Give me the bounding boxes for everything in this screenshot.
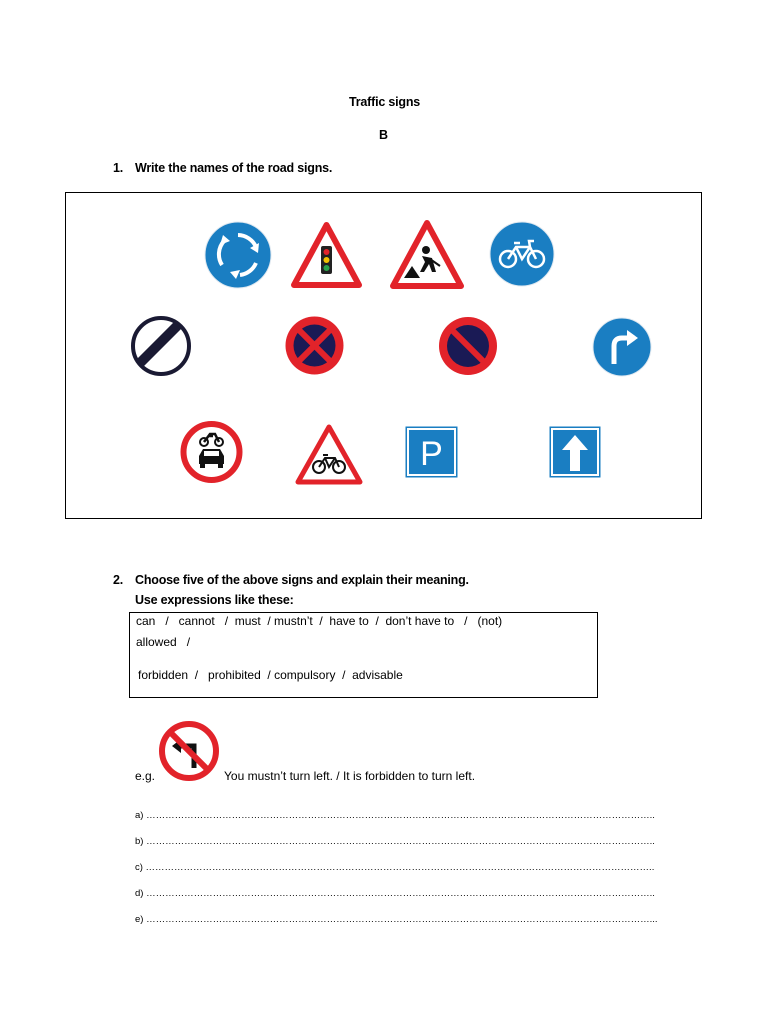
no-waiting-sign-icon (438, 316, 498, 376)
cycle-route-sign-icon (489, 221, 555, 287)
answer-line-d: d) …………………………………………………………………………………………………………………………………………….. (135, 888, 655, 899)
road-works-sign-icon (390, 220, 464, 289)
one-way-street-sign-icon (549, 426, 601, 478)
traffic-lights-warning-sign-icon (291, 222, 362, 288)
answer-line-c: c) …………………………………………………………………………………………………………………………………………….. (135, 862, 655, 873)
answer-line-a: a) …………………………………………………………………………………………………………………………………………….. (135, 810, 655, 821)
question-2-number: 2. (113, 573, 124, 587)
answer-line-b: b) …………………………………………………………………………………………………………………………………………….. (135, 836, 655, 847)
parking-letter: P (420, 435, 443, 473)
expressions-line-1: can / cannot / must / mustn’t / have to / don’t have to / (not) (136, 614, 503, 628)
roundabout-sign-icon (204, 221, 272, 289)
no-motor-vehicles-sign-icon (180, 420, 243, 484)
example-text: You mustn’t turn left. / It is forbidden to turn left. (224, 769, 476, 783)
example-prefix: e.g. (135, 769, 156, 783)
worksheet-title: Traffic signs (349, 95, 421, 109)
no-left-turn-sign-icon (158, 720, 220, 782)
expressions-line-2: allowed / (136, 635, 191, 649)
parking-sign-icon (405, 426, 458, 478)
no-stopping-sign-icon (284, 315, 345, 376)
answer-line-e: e) ……………………………………………………………………………………………………………………………………………... (135, 914, 658, 925)
expressions-line-3: forbidden / prohibited / compulsory / advisable (138, 668, 403, 682)
question-2-line1: Choose five of the above signs and explain their meaning. (135, 573, 469, 587)
national-speed-limit-sign-icon (130, 315, 192, 377)
worksheet-version: B (379, 128, 388, 142)
turn-right-ahead-sign-icon (592, 316, 652, 378)
cycles-warning-sign-icon (295, 424, 363, 485)
question-1-number: 1. (113, 161, 124, 175)
question-1-text: Write the names of the road signs. (135, 161, 333, 175)
question-2-line2: Use expressions like these: (135, 593, 294, 607)
